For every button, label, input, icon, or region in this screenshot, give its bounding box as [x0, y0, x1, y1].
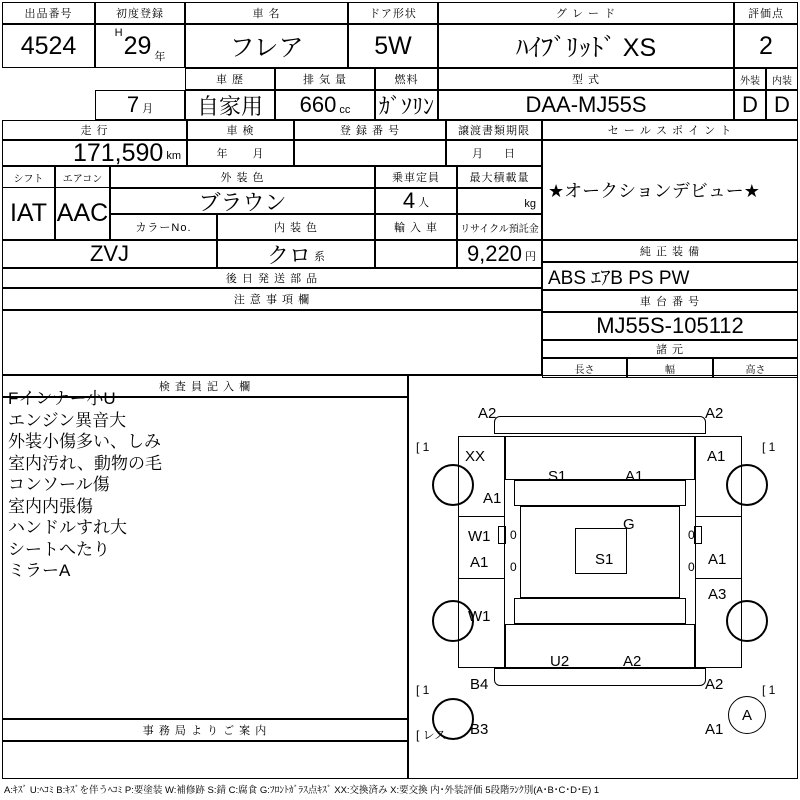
recycle-value: 9,220	[466, 241, 522, 266]
damage-mark: S1	[595, 551, 614, 568]
model-code-value: DAA-MJ55S	[438, 90, 734, 120]
side-marker: 0	[688, 560, 695, 574]
import-value	[375, 240, 457, 268]
inspector-note: Fインナー小U	[8, 389, 116, 408]
damage-mark: B4	[470, 676, 489, 693]
damage-mark: XX	[465, 448, 486, 465]
shaken-year-unit: 年	[216, 148, 229, 160]
side-marker: 0	[688, 528, 695, 542]
max-load-unit: kg	[524, 198, 536, 210]
damage-mark: A2	[478, 405, 497, 422]
chassis-label: 車 台 番 号	[542, 290, 798, 312]
wheel-front-right	[726, 464, 768, 506]
exterior-grade-value: D	[734, 90, 766, 120]
damage-mark: A2	[623, 653, 642, 670]
damage-mark: A1	[707, 448, 726, 465]
grade-label: グ レ ー ド	[438, 2, 734, 24]
first-reg-year: 29	[123, 31, 152, 60]
transfer-doc-day-unit: 日	[504, 148, 516, 160]
hood	[505, 436, 695, 480]
inspector-note: ハンドルすれ大	[8, 518, 127, 537]
inspector-note: 室内汚れ、動物の毛	[8, 453, 163, 473]
exterior-grade-label: 外装	[734, 68, 766, 90]
car-name-label: 車 名	[185, 2, 348, 24]
damage-mark: A2	[705, 676, 724, 693]
shift-value: IAT	[2, 188, 55, 240]
damage-mark: [ 1	[416, 440, 430, 454]
color-no-label: カラーNo.	[110, 214, 217, 240]
rating-value: 2	[734, 24, 798, 68]
legend-text: A:ｷｽﾞ U:ﾍｺﾐ B:ｷｽﾞを伴うﾍｺﾐ P:要塗装 W:補修跡 S:錆 C:腐食 G:ﾌﾛﾝﾄｶﾞﾗｽ点ｷｽﾞ XX:交換済み X:要交換 内･外装評価 5段階ﾗﾝｸ別(A･B･C･D･E) 1	[4, 785, 600, 796]
rear-bumper	[494, 668, 706, 686]
exterior-color-value: ブラウン	[110, 188, 375, 214]
caution-area	[2, 310, 542, 375]
door-handle-left-front	[498, 526, 506, 544]
damage-mark: U2	[550, 653, 570, 670]
chassis-value: MJ55S-105112	[542, 312, 798, 340]
damage-mark: A1	[470, 554, 489, 571]
inspector-note: エンジン異音大	[8, 410, 127, 430]
seats-value: 4	[402, 188, 416, 213]
transfer-doc-label: 譲渡書類期限	[446, 120, 542, 140]
sales-point-label: セ ー ル ス ポ イ ン ト	[542, 120, 798, 140]
lot-no-label: 出品番号	[2, 2, 95, 24]
width-label: 幅	[627, 358, 713, 378]
equipment-label: 純 正 装 備	[542, 240, 798, 262]
car-damage-diagram	[410, 378, 798, 773]
damage-mark: A2	[705, 405, 724, 422]
windshield	[514, 480, 686, 506]
max-load-label: 最大積載量	[457, 166, 542, 188]
displacement-unit: cc	[339, 104, 351, 116]
front-bumper	[494, 416, 706, 434]
height-label: 高さ	[713, 358, 798, 378]
rating-label: 評価点	[734, 2, 798, 24]
damage-mark: [ 1	[762, 440, 776, 454]
exterior-color-label: 外 装 色	[110, 166, 375, 188]
inspector-note: シートへたり	[8, 539, 110, 559]
first-reg-era: H	[114, 27, 123, 39]
damage-mark: A3	[708, 586, 727, 603]
wheel-rear-right	[726, 600, 768, 642]
displacement-value: 660	[299, 92, 337, 117]
door-handle-right-front	[694, 526, 702, 544]
color-no-value: ZVJ	[2, 240, 217, 268]
inspector-title: 検 査 員 記 入 欄	[2, 375, 408, 397]
mileage-label: 走 行	[2, 120, 187, 140]
damage-mark: A1	[483, 490, 502, 507]
inspector-note: コンソール傷	[8, 475, 110, 494]
model-code-label: 型 式	[438, 68, 734, 90]
first-reg-label: 初度登録	[95, 2, 185, 24]
caution-label: 注 意 事 項 欄	[2, 288, 542, 310]
recycle-label: リサイクル預託金	[457, 214, 542, 240]
interior-color-suffix: 系	[314, 251, 325, 263]
fuel-label: 燃料	[375, 68, 438, 90]
right-door-divider-rear	[695, 578, 742, 579]
recycle-unit: 円	[525, 251, 536, 263]
inspector-note: 室内内張傷	[8, 496, 93, 516]
right-door-divider-front	[695, 516, 742, 517]
damage-mark: W1	[468, 528, 491, 545]
blank-cell-a	[2, 68, 95, 90]
fuel-value: ｶﾞｿﾘﾝ	[375, 90, 438, 120]
damage-mark: [ レス	[416, 728, 447, 742]
door-shape-label: ドア形状	[348, 2, 438, 24]
wheel-front-left	[432, 464, 474, 506]
transfer-doc-month-unit: 月	[472, 148, 484, 160]
sales-point-value: ★オークションデビュー★	[542, 140, 798, 240]
first-reg-month: 7	[126, 92, 140, 117]
car-name-value: フレア	[185, 24, 348, 68]
aircon-label: エアコン	[55, 166, 110, 188]
displacement-label: 排 気 量	[275, 68, 375, 90]
interior-color-label: 内 装 色	[217, 214, 375, 240]
inspector-note: ミラーA	[8, 561, 71, 580]
shaken-month-unit: 月	[252, 148, 265, 160]
shaken-label: 車 検	[187, 120, 294, 140]
interior-grade-value: D	[766, 90, 798, 120]
damage-mark: B3	[470, 721, 489, 738]
damage-mark: [ 1	[416, 683, 430, 697]
office-area	[2, 741, 408, 779]
first-reg-year-unit: 年	[154, 51, 166, 63]
lot-no-value: 4524	[2, 24, 95, 68]
trunk	[505, 624, 695, 668]
equipment-value: ABS ｴｱB PS PW	[542, 262, 798, 290]
mileage-unit: km	[166, 150, 181, 162]
damage-mark: G	[623, 516, 635, 533]
reg-no-label: 登 録 番 号	[294, 120, 446, 140]
seats-label: 乗車定員	[375, 166, 457, 188]
dimensions-label: 諸 元	[542, 340, 798, 358]
damage-mark: A1	[708, 551, 727, 568]
length-label: 長さ	[542, 358, 627, 378]
office-title: 事 務 局 よ り ご 案 内	[2, 719, 408, 741]
interior-grade-label: 内装	[766, 68, 798, 90]
history-label: 車 歴	[185, 68, 275, 90]
later-parts-label: 後 日 発 送 部 品	[2, 268, 542, 288]
interior-color-value: クロ	[266, 242, 311, 268]
aircon-value: AAC	[55, 188, 110, 240]
shift-label: シフト	[2, 166, 55, 188]
inspector-note: 外装小傷多い、しみ	[8, 432, 161, 451]
damage-mark: S1	[548, 468, 567, 485]
damage-mark: A1	[625, 468, 644, 485]
damage-mark: A1	[705, 721, 724, 738]
damage-mark: [ 1	[762, 683, 776, 697]
damage-mark: W1	[468, 608, 491, 625]
side-marker: 0	[510, 560, 517, 574]
reg-no-value	[294, 140, 446, 166]
first-reg-month-unit: 月	[142, 103, 154, 115]
door-shape-value: 5W	[348, 24, 438, 68]
seats-unit: 人	[418, 197, 430, 209]
left-door-divider-front	[458, 516, 505, 517]
inspector-notes	[8, 388, 162, 582]
rear-window	[514, 598, 686, 624]
import-label: 輸 入 車	[375, 214, 457, 240]
grade-value: ﾊｲﾌﾞﾘｯﾄﾞ XS	[438, 24, 734, 68]
side-marker: 0	[510, 528, 517, 542]
left-door-divider-rear	[458, 578, 505, 579]
history-value: 自家用	[185, 90, 275, 120]
diagram-circle-mark: A	[728, 696, 766, 734]
mileage-value: 171,590	[72, 140, 164, 166]
